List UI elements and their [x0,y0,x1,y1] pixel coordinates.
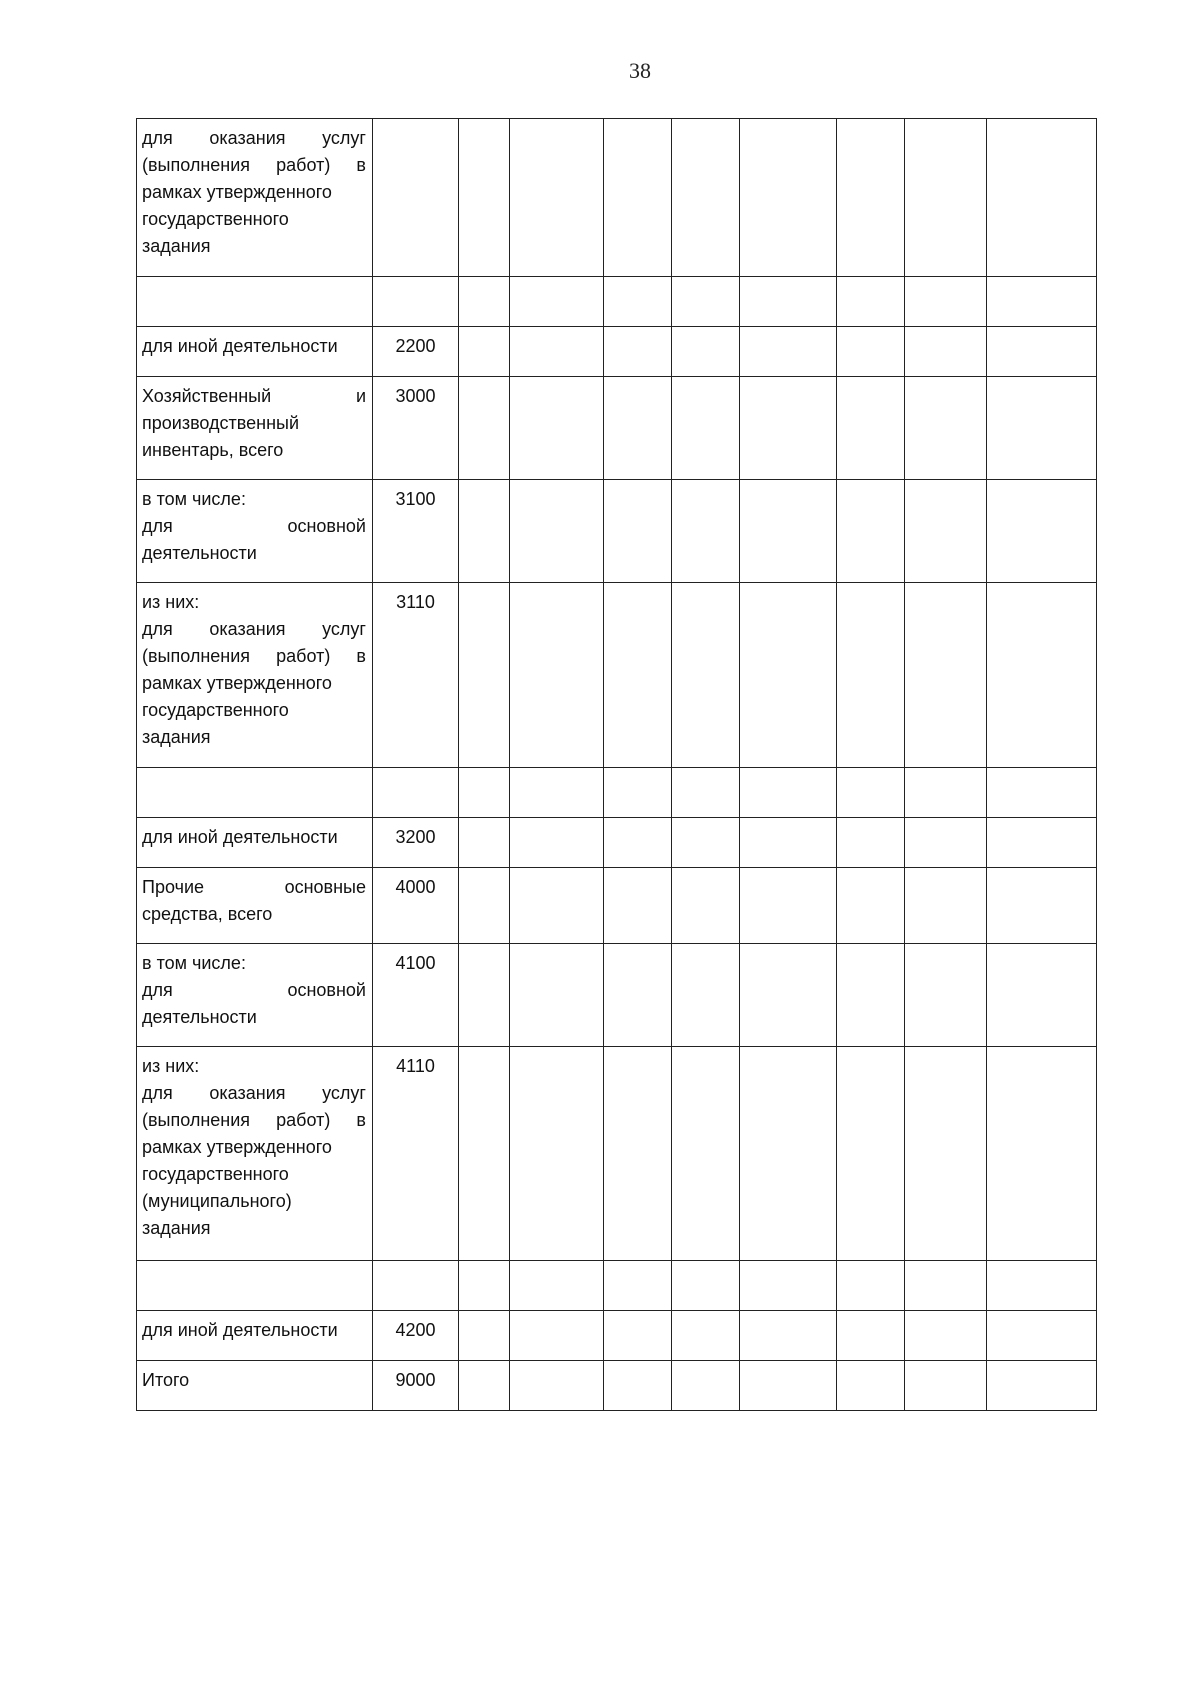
row-label-cell [137,119,373,277]
row-label-cell [137,1311,373,1361]
empty-value-cell [837,944,905,1047]
table-row [137,768,1097,818]
empty-value-cell [987,277,1097,327]
empty-value-cell [740,1261,837,1311]
empty-value-cell [905,583,987,768]
row-label-line: (выполнения работ) в [142,1110,366,1130]
row-label-cell [137,768,373,818]
empty-value-cell [510,277,604,327]
empty-value-cell [905,944,987,1047]
row-label-line: для основной [142,980,366,1000]
empty-value-cell [740,377,837,480]
empty-value-cell [672,480,740,583]
empty-value-cell [604,944,672,1047]
empty-value-cell [672,1361,740,1411]
empty-value-cell [837,868,905,944]
empty-value-cell [837,583,905,768]
table-row [137,119,1097,277]
empty-value-cell [905,768,987,818]
empty-value-cell [987,1047,1097,1261]
empty-value-cell [740,480,837,583]
row-label-line: Хозяйственный и [142,386,366,406]
empty-value-cell [604,768,672,818]
row-code-cell: 3200 [373,818,459,868]
empty-value-cell [510,583,604,768]
empty-value-cell [672,583,740,768]
table-row [137,1361,1097,1411]
empty-value-cell [672,377,740,480]
empty-value-cell [459,944,510,1047]
empty-value-cell [905,119,987,277]
row-label-line: из них: [142,1056,200,1076]
empty-value-cell [510,818,604,868]
row-code-cell: 3100 [373,480,459,583]
row-label-line: производственный [142,413,300,433]
empty-value-cell [604,119,672,277]
table-row [137,480,1097,583]
row-label-line: инвентарь, всего [142,440,284,460]
empty-value-cell [672,1047,740,1261]
table-body [137,119,1097,1411]
row-label-line: Прочие основные [142,877,366,897]
empty-value-cell [510,1361,604,1411]
empty-value-cell [987,1361,1097,1411]
row-label-line: рамках утвержденного [142,1137,332,1157]
row-code-cell: 4110 [373,1047,459,1261]
row-code-cell: 3110 [373,583,459,768]
row-code-cell: 4000 [373,868,459,944]
row-code-cell: 4100 [373,944,459,1047]
empty-value-cell [604,480,672,583]
empty-value-cell [604,818,672,868]
empty-value-cell [837,277,905,327]
empty-value-cell [837,768,905,818]
empty-value-cell [510,1047,604,1261]
row-label-cell [137,277,373,327]
empty-value-cell [672,768,740,818]
empty-value-cell [905,1261,987,1311]
row-label-cell [137,583,373,768]
empty-value-cell [740,868,837,944]
row-code-cell [373,1261,459,1311]
row-label-line: задания [142,727,211,747]
empty-value-cell [604,327,672,377]
row-label-line: государственного [142,209,289,229]
empty-value-cell [987,583,1097,768]
row-label-line: из них: [142,592,200,612]
empty-value-cell [459,1311,510,1361]
row-label-line: в том числе: [142,489,246,509]
empty-value-cell [837,1361,905,1411]
table-row [137,868,1097,944]
empty-value-cell [837,1261,905,1311]
empty-value-cell [837,818,905,868]
row-label-cell [137,377,373,480]
empty-value-cell [905,377,987,480]
row-label-cell [137,327,373,377]
row-code-cell: 2200 [373,327,459,377]
row-label-cell [137,1047,373,1261]
empty-value-cell [905,868,987,944]
empty-value-cell [740,583,837,768]
empty-value-cell [510,377,604,480]
row-label-cell [137,868,373,944]
empty-value-cell [837,327,905,377]
row-label-cell [137,944,373,1047]
empty-value-cell [672,818,740,868]
empty-value-cell [905,327,987,377]
empty-value-cell [510,1311,604,1361]
row-label-line: средства, всего [142,904,273,924]
empty-value-cell [604,583,672,768]
empty-value-cell [672,119,740,277]
empty-value-cell [604,868,672,944]
empty-value-cell [740,944,837,1047]
table-row [137,1311,1097,1361]
row-code-cell [373,768,459,818]
empty-value-cell [510,119,604,277]
empty-value-cell [672,277,740,327]
empty-value-cell [740,1047,837,1261]
row-label-line: (муниципального) [142,1191,292,1211]
empty-value-cell [459,583,510,768]
empty-value-cell [510,480,604,583]
row-label-cell [137,1361,373,1411]
table-row [137,377,1097,480]
empty-value-cell [604,277,672,327]
empty-value-cell [510,327,604,377]
empty-value-cell [987,768,1097,818]
empty-value-cell [459,818,510,868]
row-label-line: деятельности [142,1007,257,1027]
empty-value-cell [459,1361,510,1411]
table-row [137,818,1097,868]
empty-value-cell [905,1311,987,1361]
empty-value-cell [987,944,1097,1047]
empty-value-cell [740,1361,837,1411]
empty-value-cell [987,119,1097,277]
row-label-line: (выполнения работ) в [142,155,366,175]
empty-value-cell [987,327,1097,377]
empty-value-cell [459,377,510,480]
page-number: 38 [629,58,651,83]
empty-value-cell [510,768,604,818]
empty-value-cell [672,327,740,377]
row-label-line: для иной деятельности [142,1320,338,1340]
table-row [137,327,1097,377]
empty-value-cell [459,768,510,818]
empty-value-cell [604,377,672,480]
empty-value-cell [740,1311,837,1361]
empty-value-cell [837,377,905,480]
empty-value-cell [987,1261,1097,1311]
empty-value-cell [604,1361,672,1411]
row-label-cell [137,818,373,868]
table-row [137,944,1097,1047]
empty-value-cell [987,868,1097,944]
table-row [137,583,1097,768]
empty-value-cell [905,1047,987,1261]
row-label-cell [137,1261,373,1311]
row-label-line: для оказания услуг [142,128,366,148]
row-label-line: задания [142,1218,211,1238]
empty-value-cell [837,119,905,277]
empty-value-cell [740,768,837,818]
empty-value-cell [604,1311,672,1361]
empty-value-cell [740,119,837,277]
empty-value-cell [459,480,510,583]
empty-value-cell [510,868,604,944]
empty-value-cell [604,1047,672,1261]
empty-value-cell [459,327,510,377]
row-label-line: деятельности [142,543,257,563]
row-label-line: для оказания услуг [142,1083,366,1103]
empty-value-cell [510,944,604,1047]
row-label-line: рамках утвержденного [142,182,332,202]
row-label-line: государственного [142,1164,289,1184]
property-table [136,118,1097,1411]
empty-value-cell [672,1311,740,1361]
row-code-cell [373,119,459,277]
empty-value-cell [740,818,837,868]
row-code-cell: 4200 [373,1311,459,1361]
empty-value-cell [604,1261,672,1311]
empty-value-cell [672,1261,740,1311]
empty-value-cell [905,277,987,327]
empty-value-cell [837,1311,905,1361]
row-label-line: для иной деятельности [142,827,338,847]
empty-value-cell [459,1261,510,1311]
empty-value-cell [837,1047,905,1261]
empty-value-cell [459,277,510,327]
empty-value-cell [459,119,510,277]
row-label-line: (выполнения работ) в [142,646,366,666]
table-row [137,1261,1097,1311]
row-label-line: для оказания услуг [142,619,366,639]
row-label-cell [137,480,373,583]
empty-value-cell [987,377,1097,480]
empty-value-cell [987,480,1097,583]
row-label-line: задания [142,236,211,256]
row-code-cell [373,277,459,327]
row-label-line: рамках утвержденного [142,673,332,693]
row-label-line: в том числе: [142,953,246,973]
row-code-cell: 9000 [373,1361,459,1411]
row-label-line: Итого [142,1370,190,1390]
empty-value-cell [987,1311,1097,1361]
empty-value-cell [837,480,905,583]
empty-value-cell [740,277,837,327]
empty-value-cell [510,1261,604,1311]
row-label-line: для иной деятельности [142,336,338,356]
table-row [137,1047,1097,1261]
table-row [137,277,1097,327]
row-label-line: государственного [142,700,289,720]
empty-value-cell [672,868,740,944]
empty-value-cell [459,1047,510,1261]
empty-value-cell [905,818,987,868]
empty-value-cell [740,327,837,377]
row-label-line: для основной [142,516,366,536]
empty-value-cell [905,1361,987,1411]
empty-value-cell [905,480,987,583]
empty-value-cell [672,944,740,1047]
empty-value-cell [459,868,510,944]
empty-value-cell [987,818,1097,868]
row-code-cell: 3000 [373,377,459,480]
